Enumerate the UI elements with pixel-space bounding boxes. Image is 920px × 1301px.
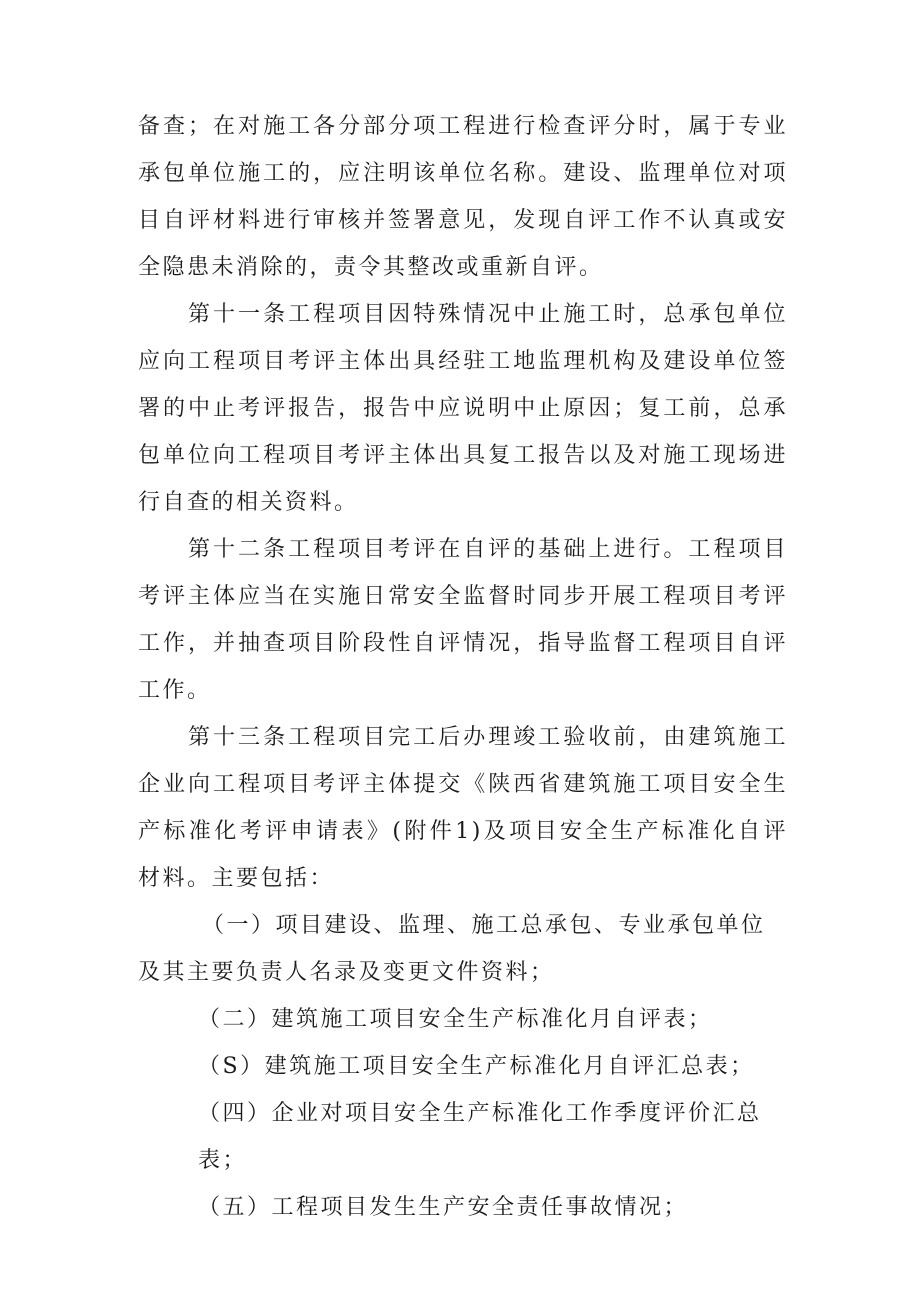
paragraph-article-11: 第十一条工程项目因特殊情况中止施工时，总承包单位应向工程项目考评主体出具经驻工地监理机构及建设单位签署的中止考评报告，报告中应说明中止原因；复工前，总承包单位向工程项目考评主体出具复工报告以及对施工现场进行自查的相关资料。 bbox=[138, 302, 788, 515]
paragraph-article-12: 第十二条工程项目考评在自评的基础上进行。工程项目考评主体应当在实施日常安全监督时同步开展工程项目考评工作，并抽查项目阶段性自评情况，指导监督工程项目自评工作。 bbox=[138, 537, 788, 703]
list-item-3: （S）建筑施工项目安全生产标准化月自评汇总表； bbox=[198, 1054, 755, 1079]
list-item-4: （四）企业对项目安全生产标准化工作季度评价汇总表； bbox=[198, 1101, 762, 1173]
list-item-2: （二）建筑施工项目安全生产标准化月自评表； bbox=[198, 1007, 713, 1032]
list-item-1: （一）项目建设、监理、施工总承包、专业承包单位及其主要负责人名录及变更文件资料； bbox=[138, 913, 766, 985]
document-body bbox=[138, 103, 788, 1231]
paragraph-article-13: 第十三条工程项目完工后办理竣工验收前，由建筑施工企业向工程项目考评主体提交《陕西省建筑施工项目安全生产标准化考评申请表》(附件1)及项目安全生产标准化自评材料。主要包括： bbox=[138, 725, 788, 891]
list-item-5: （五）工程项目发生生产安全责任事故情况； bbox=[198, 1195, 689, 1220]
paragraph-continuation: 备查；在对施工各分部分项工程进行检查评分时，属于专业承包单位施工的，应注明该单位名称。建设、监理单位对项目自评材料进行审核并签署意见，发现自评工作不认真或安全隐患未消除的，责令其整改或重新自评。 bbox=[138, 114, 788, 280]
